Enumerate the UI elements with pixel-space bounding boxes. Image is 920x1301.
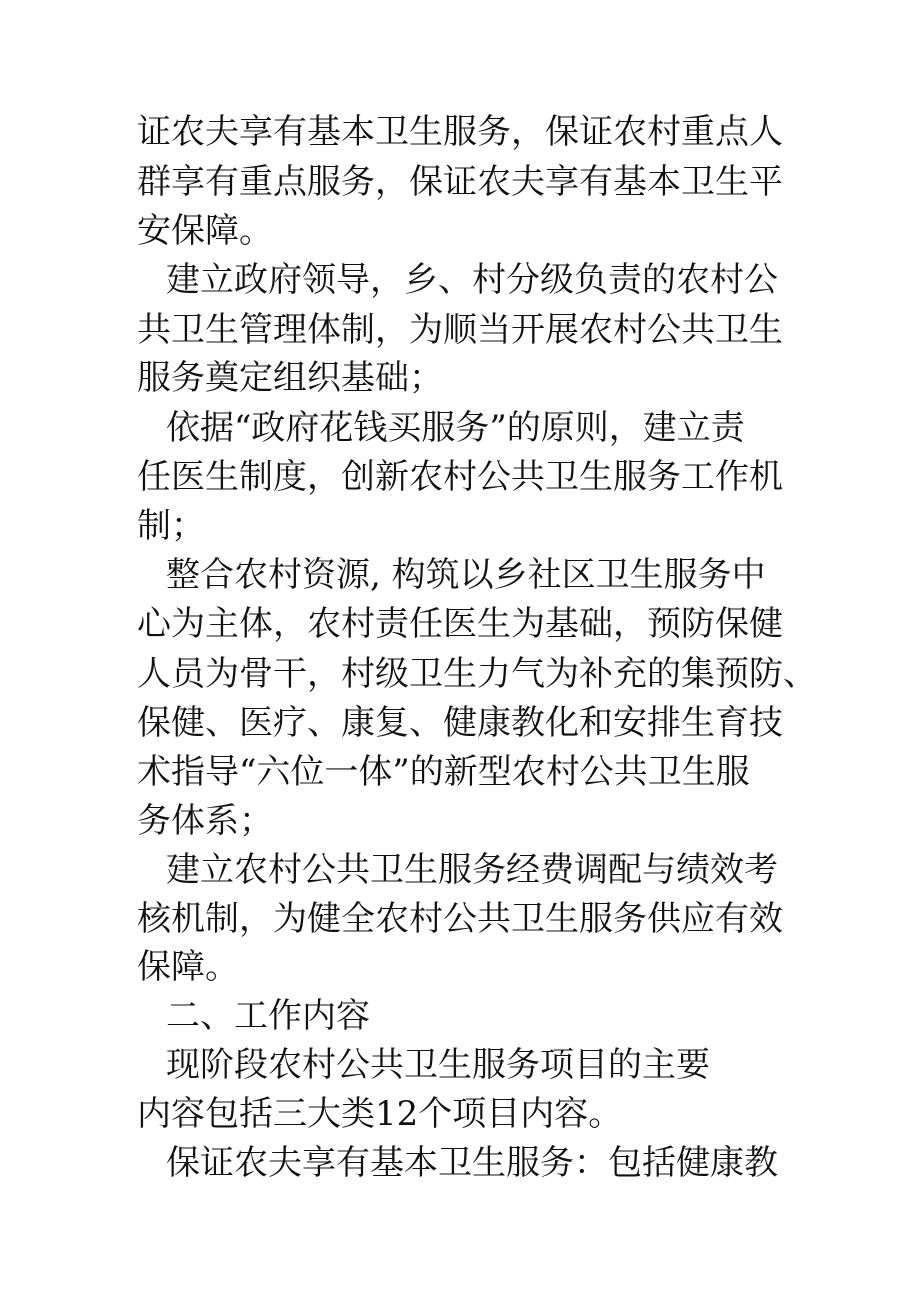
text-line: 内容包括三大类12个项目内容。	[137, 1094, 623, 1134]
paragraph-first-line: 建立政府领导，乡、村分级负责的农村公	[166, 260, 778, 300]
text-line: 人员为骨干，村级卫生力气为补充的集预防、	[137, 654, 817, 694]
paragraph-first-line: 依据“政府花钱买服务”的原则，建立责	[166, 408, 745, 448]
text-line: 务体系；	[137, 801, 273, 841]
text-line: 群享有重点服务，保证农夫享有基本卫生平	[137, 162, 783, 202]
text-line: 证农夫享有基本卫生服务，保证农村重点人	[137, 112, 783, 152]
text-line: 保障。	[137, 947, 239, 987]
text-line: 术指导“六位一体”的新型农村公共卫生服	[137, 752, 750, 792]
section-heading: 二、工作内容	[166, 996, 370, 1036]
paragraph-first-line: 建立农村公共卫生服务经费调配与绩效考	[166, 850, 778, 890]
text-line: 服务奠定组织基础；	[137, 358, 443, 398]
text-line: 保健、医疗、康复、健康教化和安排生育技	[137, 703, 783, 743]
text-line: 制；	[137, 506, 205, 546]
text-line: 共卫生管理体制，为顺当开展农村公共卫生	[137, 310, 783, 350]
text-line: 心为主体，农村责任医生为基础，预防保健	[137, 604, 783, 644]
text-line: 任医生制度，创新农村公共卫生服务工作机	[137, 457, 783, 497]
text-line: 核机制，为健全农村公共卫生服务供应有效	[137, 899, 783, 939]
text-line: 安保障。	[137, 211, 273, 251]
paragraph-first-line: 整合农村资源, 构筑以乡社区卫生服务中	[166, 555, 766, 595]
paragraph-first-line: 保证农夫享有基本卫生服务：包括健康教	[166, 1143, 778, 1183]
paragraph-first-line: 现阶段农村公共卫生服务项目的主要	[166, 1045, 710, 1085]
